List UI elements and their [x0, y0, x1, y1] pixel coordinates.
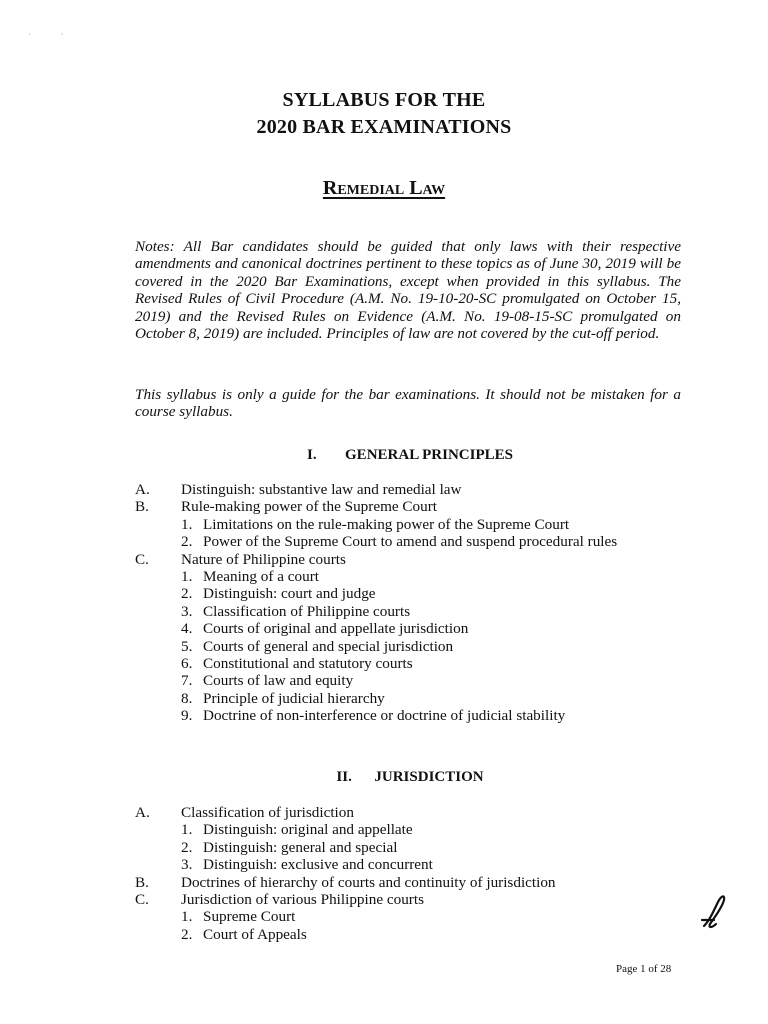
sub-item-text: Principle of judicial hierarchy [203, 689, 385, 707]
list-item [135, 804, 695, 821]
sub-item-marker: 7. [181, 672, 193, 690]
page-number: Page 1 of 28 [616, 963, 672, 975]
item-text: Doctrines of hierarchy of courts and continuity of jurisdiction [181, 873, 556, 891]
item-text: Rule-making power of the Supreme Court [181, 498, 438, 516]
list-item [135, 891, 695, 908]
item-marker: A. [135, 804, 150, 821]
sub-item-text: Distinguish: general and special [203, 838, 398, 856]
item-marker: B. [135, 873, 149, 891]
sub-item-marker: 8. [181, 689, 193, 707]
section-title: GENERAL PRINCIPLES [345, 447, 513, 463]
document-title-line2: 2020 BAR EXAMINATIONS [256, 116, 512, 138]
sub-list-item [135, 568, 695, 585]
sub-item-marker: 2. [181, 533, 193, 551]
section-number: II. [336, 769, 352, 785]
section-heading-general-principles [0, 447, 768, 464]
section-list-general-principles [135, 481, 695, 725]
sub-item-text: Distinguish: court and judge [203, 585, 376, 603]
sub-item-text: Doctrine of non-interference or doctrine of judicial stability [203, 707, 566, 725]
scan-specks: · · [28, 30, 78, 39]
sub-list-item [135, 672, 695, 689]
sub-item-text: Supreme Court [203, 908, 296, 926]
item-text: Distinguish: substantive law and remedial law [181, 481, 462, 498]
sub-item-marker: 2. [181, 925, 193, 943]
sub-list-item [135, 533, 695, 550]
sub-item-marker: 2. [181, 585, 193, 603]
sub-item-text: Courts of law and equity [203, 672, 354, 690]
sub-item-text: Power of the Supreme Court to amend and suspend procedural rules [203, 533, 618, 551]
sub-item-text: Distinguish: exclusive and concurrent [203, 856, 433, 874]
section-heading-jurisdiction [0, 769, 768, 786]
sub-item-marker: 1. [181, 515, 193, 533]
sub-item-text: Meaning of a court [203, 568, 319, 586]
handwritten-initial-mark [698, 890, 732, 934]
sub-item-text: Courts of general and special jurisdiction [203, 637, 454, 655]
list-item [135, 481, 695, 498]
disclaimer-paragraph: This syllabus is only a guide for the bar examinations. It should not be mistaken for a course syllabus. [135, 386, 681, 421]
sub-item-text: Court of Appeals [203, 925, 307, 943]
section-list-jurisdiction [135, 804, 695, 943]
sub-list-item [135, 821, 695, 838]
document-title-line1: SYLLABUS FOR THE [282, 89, 486, 111]
item-text: Nature of Philippine courts [181, 550, 346, 568]
sub-list-item [135, 856, 695, 873]
notes-paragraph: Notes: All Bar candidates should be guided that only laws with their respective amendments and canonical doctrines pertinent to these topics as of June 30, 2019 will be covered in the 2020 Bar Examinations, except when provided in this syllabus. The Revised Rules of Civil Procedure (A.M. No. 19-10-20-SC promulgated on October 15, 2019) and the Revised Rules on Evidence (A.M. No. 19-08-15-SC promulgated on October 8, 2019) are included. Principles of law are not covered by the cut-off period. [135, 238, 681, 343]
list-item [135, 551, 695, 568]
sub-list-item [135, 638, 695, 655]
item-marker: B. [135, 498, 149, 516]
subject-heading: Remedial Law [322, 177, 446, 199]
sub-list-item [135, 908, 695, 925]
list-item [135, 498, 695, 515]
sub-item-marker: 5. [181, 637, 193, 655]
sub-item-marker: 1. [181, 821, 193, 839]
section-title: JURISDICTION [374, 769, 484, 785]
sub-item-marker: 2. [181, 838, 193, 856]
sub-item-marker: 6. [181, 655, 193, 673]
sub-item-marker: 4. [181, 620, 193, 638]
sub-item-text: Distinguish: original and appellate [203, 821, 413, 839]
item-text: Classification of jurisdiction [181, 804, 354, 821]
sub-item-marker: 1. [181, 908, 193, 926]
item-marker: A. [135, 481, 150, 498]
sub-item-text: Constitutional and statutory courts [203, 655, 413, 673]
item-text: Jurisdiction of various Philippine courts [181, 891, 424, 909]
list-item [135, 874, 695, 891]
sub-list-item [135, 516, 695, 533]
sub-item-text: Classification of Philippine courts [203, 602, 411, 620]
sub-list-item [135, 655, 695, 672]
sub-list-item [135, 585, 695, 602]
section-number: I. [307, 447, 317, 463]
sub-item-marker: 1. [181, 568, 193, 586]
sub-item-marker: 3. [181, 856, 193, 874]
sub-list-item [135, 707, 695, 724]
sub-list-item [135, 690, 695, 707]
sub-list-item [135, 926, 695, 943]
sub-item-text: Courts of original and appellate jurisdiction [203, 620, 469, 638]
item-marker: C. [135, 550, 149, 568]
item-marker: C. [135, 891, 149, 909]
sub-list-item [135, 620, 695, 637]
sub-item-text: Limitations on the rule-making power of the Supreme Court [203, 515, 570, 533]
sub-list-item [135, 603, 695, 620]
sub-item-marker: 3. [181, 602, 193, 620]
sub-list-item [135, 839, 695, 856]
sub-item-marker: 9. [181, 707, 193, 725]
